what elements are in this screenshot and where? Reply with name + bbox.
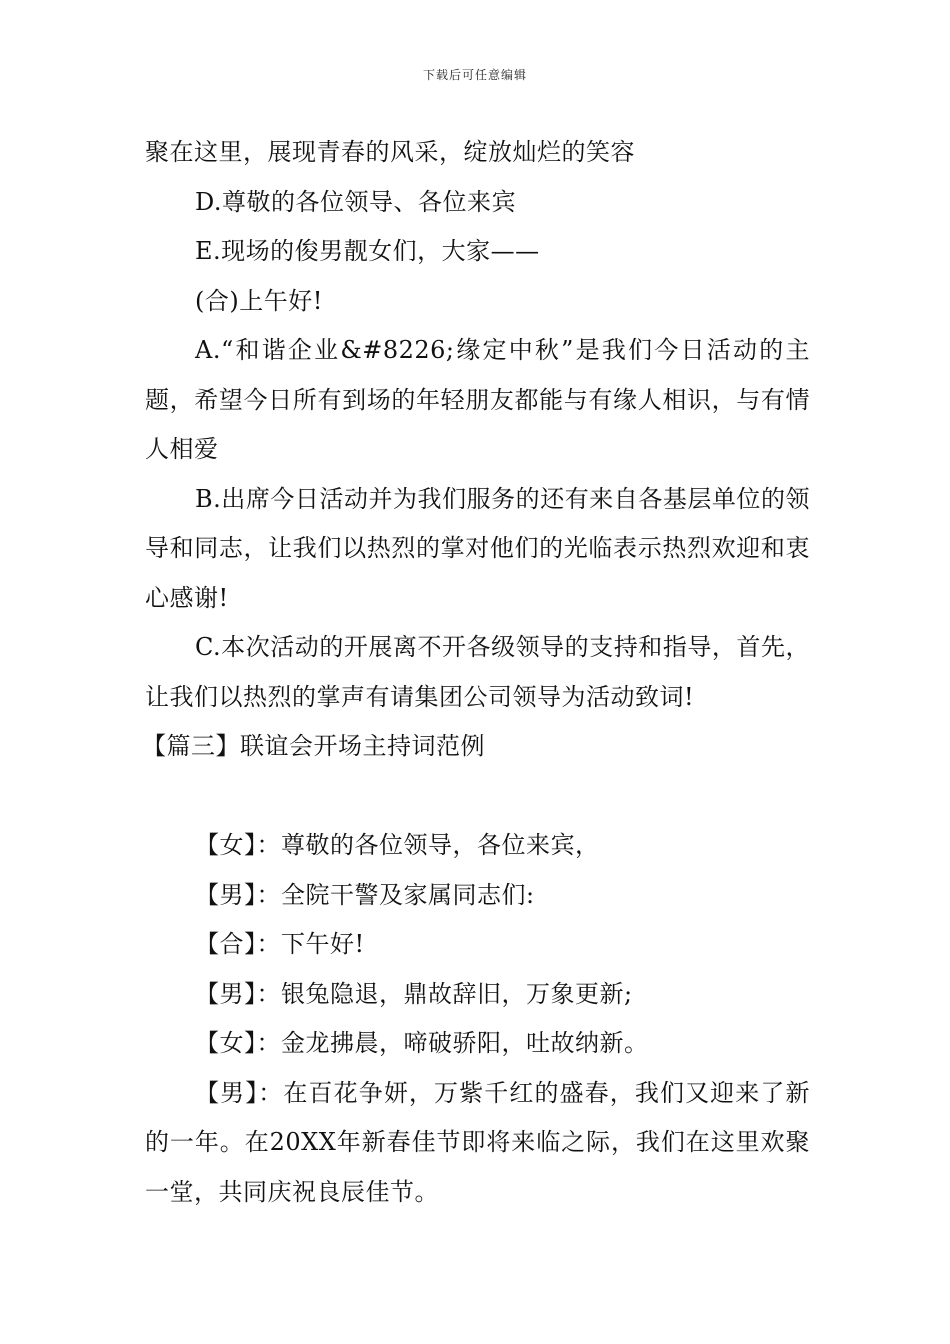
paragraph: E.现场的俊男靓女们，大家——	[195, 237, 540, 265]
paragraph: (合)上午好!	[195, 286, 323, 315]
paragraph: B.出席今日活动并为我们服务的还有来自各基层单位的领导和同志，让我们以热烈的掌对他们的光临表示热烈欢迎和衷心感谢!	[145, 484, 810, 612]
dialogue-line: 【男】：在百花争妍，万紫千红的盛春，我们又迎来了新的一年。在20XX年新春佳节即将来临之际，我们在这里欢聚一堂，共同庆祝良辰佳节。	[145, 1078, 810, 1206]
dialogue-line: 【男】：全院干警及家属同志们:	[195, 880, 535, 909]
dialogue-line: 【男】：银兔隐退，鼎故辞旧，万象更新;	[195, 979, 633, 1008]
paragraph: 聚在这里，展现青春的风采，绽放灿烂的笑容	[145, 138, 635, 166]
dialogue-line: 【女】：金龙拂晨，啼破骄阳，吐故纳新。	[195, 1029, 649, 1057]
section-heading: 【篇三】联谊会开场主持词范例	[142, 732, 485, 760]
blank-line	[145, 772, 810, 822]
dialogue-line: 【合】：下午好!	[195, 930, 365, 958]
dialogue-line: 【女】：尊敬的各位领导，各位来宾，	[195, 831, 600, 859]
page-header: 下载后可任意编辑	[422, 68, 527, 82]
document-body	[142, 128, 810, 1217]
paragraph: D.尊敬的各位领导、各位来宾	[195, 187, 517, 216]
paragraph: A.“和谐企业&#8226;缘定中秋”是我们今日活动的主题，希望今日所有到场的年轻朋友都能与有缘人相识，与有情人相爱	[145, 336, 810, 463]
paragraph: C.本次活动的开展离不开各级领导的支持和指导，首先，让我们以热烈的掌声有请集团公司领导为活动致词!	[145, 633, 810, 711]
